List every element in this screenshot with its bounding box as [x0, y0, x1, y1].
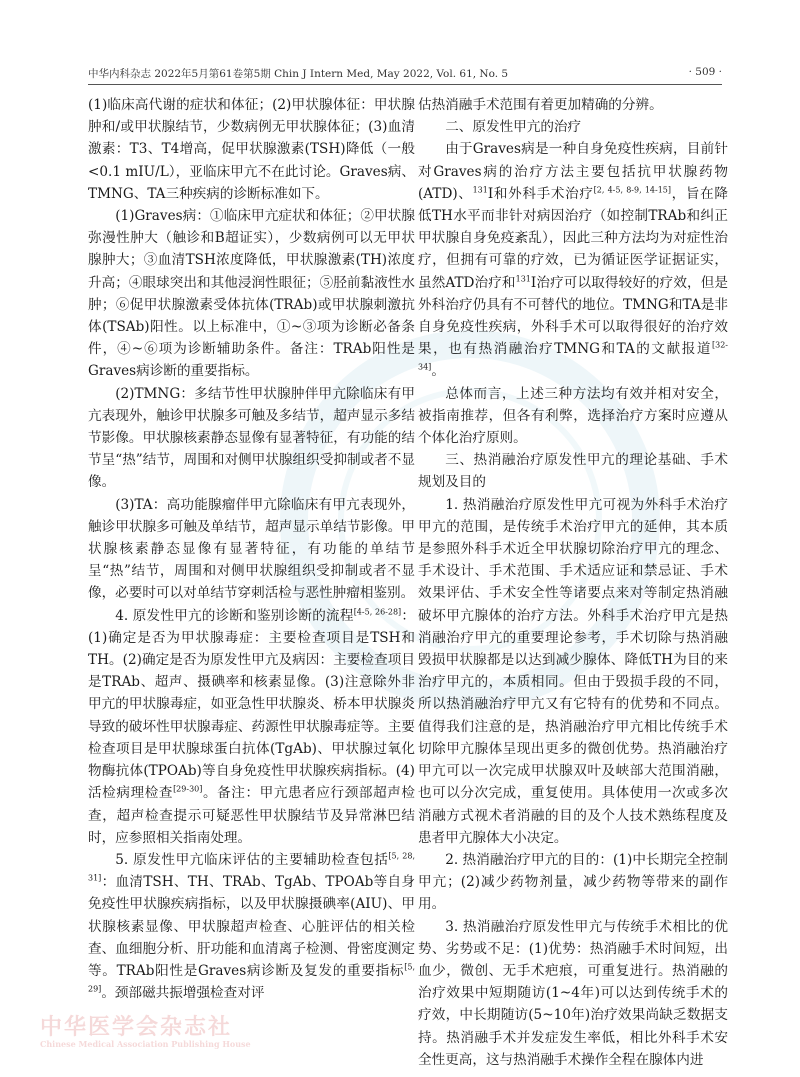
- running-header: [88, 66, 722, 82]
- citation: [5, 29]: [88, 962, 415, 994]
- journal-citation: 中华内科杂志 2022年5月第61卷第5期 Chin J Intern Med, May 2022, Vol. 61, No. 5: [88, 68, 509, 80]
- text: 。备注：甲亢患者应行颈部超声检查，超声检查提示可疑恶性甲状腺结节及异常淋巴结时，应参照相关指南处理。: [88, 785, 416, 846]
- section-heading: 二、原发性甲亢的治疗: [445, 119, 582, 136]
- publisher-logo-text: 中华医学会杂志社: [40, 1014, 233, 1040]
- paragraph: (3)TA：高功能腺瘤伴甲亢除临床有甲亢表现外，触诊甲状腺多可触及单结节，超声显示单结节影像。甲状腺核素静态显像有显著特征，有功能的单结节呈“热”结节，周围和对侧甲状腺组织受抑制或者不显像，必要时可以对单结节穿刺活检与恶性肿瘤相鉴别。: [88, 496, 415, 602]
- text: 。: [431, 363, 445, 380]
- paragraph: 3. 热消融治疗原发性甲亢与传统手术相比的优势、劣势或不足：(1)优势：热消融手术时间短，出血少，微创、无手术疤痕，可重复进行。热消融的治疗效果中短期随访(1~4年)可以达到传统手术的疗效，中长期随访(5~10年)治疗效果尚缺乏数据支持。热消融手术并发症发生率低，相比外科手术安全性更高，这与热消融手术操作全程在腺体内进: [418, 918, 728, 1068]
- citation: [4-5, 26-28]: [353, 607, 402, 617]
- paragraph: 估热消融手术范围有着更加精确的分辨。: [418, 97, 663, 113]
- paragraph: [418, 138, 728, 382]
- isotope-mass: 131: [472, 185, 488, 195]
- right-column: [418, 94, 728, 1071]
- text: I治疗可以取得较好的疗效，但是外科治疗仍具有不可替代的地位。TMNG和TA是非自身免疫性疾病，外科手术可以取得很好的治疗效果，也有热消融治疗TMNG和TA的文献报道: [418, 274, 728, 358]
- publisher-logo-subtext: Chinese Medical Association Publishing House: [40, 1039, 251, 1049]
- citation: [5, 28, 31]: [88, 851, 415, 883]
- paragraph: (1)Graves病：①临床甲亢症状和体征；②甲状腺弥漫性肿大（触诊和B超证实），少数病例可以无甲状腺肿大；③血清TSH浓度降低，甲状腺激素(TH)浓度升高；④眼球突出和其他浸润性眼征；⑤胫前黏液性水肿；⑥促甲状腺激素受体抗体(TRAb)或甲状腺刺激抗体(TSAb)阳性。以上标准中，①~③项为诊断必备条件，④~⑥项为诊断辅助条件。备注：TRAb阳性是Graves病诊断的重要指标。: [88, 208, 415, 380]
- paragraph: [88, 605, 415, 849]
- isotope-mass: 131: [515, 274, 531, 284]
- paragraph: 总体而言，上述三种方法均有效并相对安全，被指南推荐，但各有利弊，选择治疗方案时应遵从个体化治疗原则。: [418, 385, 728, 447]
- publisher-logo: [40, 1010, 370, 1050]
- text: ，旨在降低TH水平而非针对病因治疗（如控制TRAb和纠正甲状腺自身免疫紊乱），因此三种方法均为对症性治疗，但拥有可靠的疗效，已为循证医学证据证实，虽然ATD治疗和: [418, 185, 729, 291]
- citation: [29-30]: [173, 784, 203, 794]
- paragraph: [88, 849, 415, 1004]
- text: 4. 原发性甲亢的诊断和鉴别诊断的流程: [115, 607, 354, 624]
- text: 。颈部磁共振增强检查对评: [101, 985, 265, 1002]
- paragraph: (2)TMNG：多结节性甲状腺肿伴甲亢除临床有甲亢表现外，触诊甲状腺多可触及多结节，超声显示多结节影像。甲状腺核素静态显像有显著特征，有功能的结节呈“热”结节，周围和对侧甲状腺组织受抑制或者不显像。: [88, 385, 415, 491]
- citation: [32-34]: [418, 340, 728, 372]
- header-rule: [88, 84, 722, 85]
- paragraph: 1. 热消融治疗原发性甲亢可视为外科手术治疗甲亢的范围，是传统手术治疗甲亢的延伸，其本质是参照外科手术近全甲状腺切除治疗甲亢的理念、手术设计、手术范围、手术适应证和禁忌证、手术效果评估、手术安全性等诸要点来对等制定热消融破坏甲亢腺体的治疗方法。外科手术治疗甲亢是热消融治疗甲亢的重要理论参考，手术切除与热消融毁损甲状腺都是以达到减少腺体、降低TH为目的来治疗甲亢的，本质相同。但由于毁损手段的不同，所以热消融治疗甲亢又有它特有的优势和不同点。值得我们注意的是，热消融治疗甲亢相比传统手术切除甲亢腺体呈现出更多的微创优势。热消融治疗甲亢可以一次完成甲状腺双叶及峡部大范围消融，也可以分次完成，重复使用。具体使用一次或多次消融方式视术者消融的目的及个人技术熟练程度及患者甲亢腺体大小决定。: [418, 496, 728, 846]
- paragraph: (1)临床高代谢的症状和体征；(2)甲状腺体征：甲状腺肿和/或甲状腺结节，少数病例无甲状腺体征；(3)血清激素：T3、T4增高，促甲状腺激素(TSH)降低（一般<0.1 mIU/L），亚临床甲亢不在此讨论。Graves病、TMNG、TA三种疾病的诊断标准如下。: [88, 97, 415, 202]
- text: 由于Graves病是一种自身免疫性疾病，目前针对Graves病的治疗方法主要包括抗甲状腺药物(ATD)、: [418, 141, 728, 202]
- text: ：血清TSH、TH、TRAb、TgAb、TPOAb等自身免疫性甲状腺疾病指标，以及甲状腺摄碘率(AIU)、甲状腺核素显像、甲状腺超声检查、心脏评估的相关检查、血细胞分析、肝功能和血清离子检测、骨密度测定等。TRAb阳性是Graves病诊断及复发的重要指标: [88, 874, 415, 979]
- section-heading: 三、热消融治疗原发性甲亢的理论基础、手术规划及目的: [418, 452, 728, 491]
- page-number: · 509 ·: [688, 66, 722, 78]
- text: ：(1)确定是否为甲状腺毒症：主要检查项目是TSH和TH。(2)确定是否为原发性甲亢及病因：主要检查项目是TRAb、超声、摄碘率和核素显像。(3)注意除外非甲亢的甲状腺毒症，如亚急性甲状腺炎、桥本甲状腺炎导致的破坏性甲状腺毒症、药源性甲状腺毒症等。主要检查项目是甲状腺球蛋白抗体(TgAb)、甲状腺过氧化物酶抗体(TPOAb)等自身免疫性甲状腺疾病指标。(4)活检病理检查: [88, 607, 415, 802]
- text: 5. 原发性甲亢临床评估的主要辅助检查包括: [115, 851, 389, 868]
- citation: [2, 4-5, 8-9, 14-15]: [593, 185, 672, 195]
- paragraph: 2. 热消融治疗甲亢的目的：(1)中长期完全控制甲亢；(2)减少药物剂量，减少药物等带来的副作用。: [418, 851, 728, 913]
- text: I和外科手术治疗: [487, 185, 594, 202]
- left-column: [88, 94, 415, 1004]
